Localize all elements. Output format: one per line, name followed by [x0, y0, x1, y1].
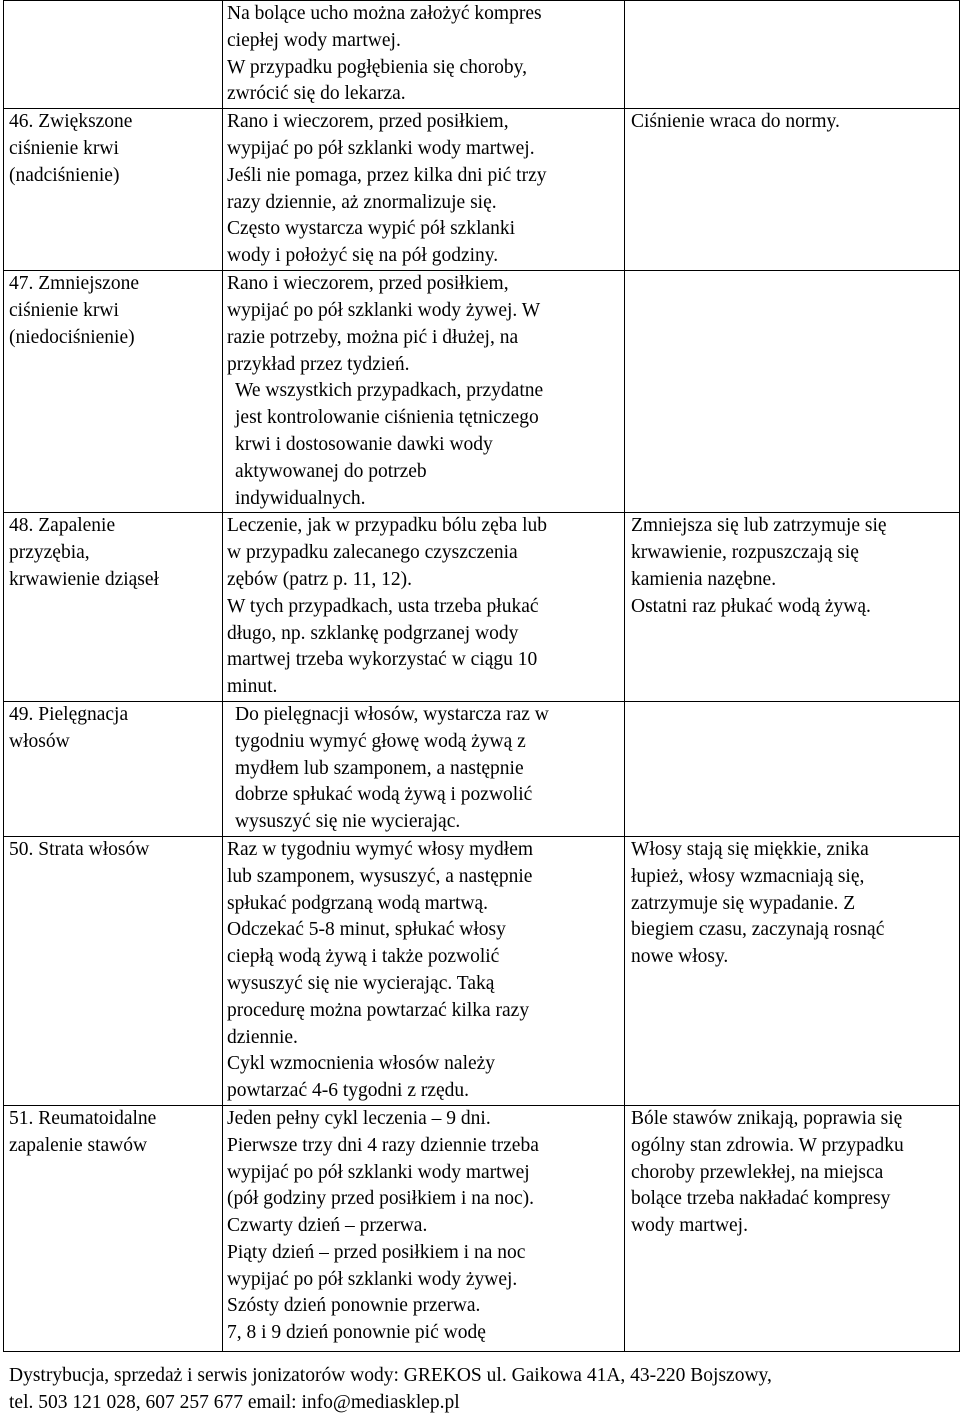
treatment-cell	[223, 109, 625, 271]
condition-text: 50. Strata włosów	[9, 838, 150, 860]
result-text: Włosy stają się miękkie, znika łupież, włosy wzmacniają się, zatrzymuje się wypadanie. Z biegiem czasu, zaczynają rosnąć nowe włosy.	[631, 838, 885, 968]
treatment-cell	[223, 1105, 625, 1351]
treatment-cell	[223, 1, 625, 109]
condition-text: 49. Pielęgnacja włosów	[9, 703, 129, 752]
condition-cell	[4, 109, 223, 271]
result-cell	[625, 513, 960, 702]
condition-text: 47. Zmniejszone ciśnienie krwi (niedociśnienie)	[9, 273, 139, 348]
treatment-table	[3, 0, 960, 1352]
treatment-cell	[223, 513, 625, 702]
treatment-text: Raz w tygodniu wymyć włosy mydłem lub szamponem, wysuszyć, a następnie spłukać podgrzaną wodą martwą. Odczekać 5-8 minut, spłukać włosy ciepłą wodą żywą i także pozwolić wysuszyć się nie wycierając. Taką procedurę można powtarzać kilka razy dziennie. Cykl wzmocnienia włosów należy powtarzać 4-6 tygodni z rzędu.	[227, 838, 534, 1102]
result-cell	[625, 271, 960, 513]
footer-contact: Dystrybucja, sprzedaż i serwis jonizatorów wody: GREKOS ul. Gaikowa 41A, 43-220 Bojszowy, tel. 503 121 028, 607 257 677 email: info@mediasklep.pl	[9, 1365, 772, 1413]
treatment-text: Na bolące ucho można założyć kompres ciepłej wody martwej. W przypadku pogłębienia się choroby, zwrócić się do lekarza.	[227, 3, 542, 105]
condition-cell	[4, 271, 223, 513]
treatment-text: Jeden pełny cykl leczenia – 9 dni. Pierwsze trzy dni 4 razy dziennie trzeba wypijać po pół szklanki wody martwej (pół godziny przed posiłkiem i na noc). Czwarty dzień – przerwa. Piąty dzień – przed posiłkiem i na noc wypijać po pół szklanki wody żywej. Szósty dzień ponownie przerwa. 7, 8 i 9 dzień ponownie pić wodę	[227, 1107, 539, 1344]
condition-cell	[4, 701, 223, 836]
treatment-cell	[223, 836, 625, 1105]
treatment-text: Rano i wieczorem, przed posiłkiem, wypijać po pół szklanki wody żywej. W razie potrzeby, można pić i dłużej, na przykład przez tydzień.	[227, 273, 541, 375]
condition-cell	[4, 1105, 223, 1351]
result-cell	[625, 701, 960, 836]
treatment-cell	[223, 701, 625, 836]
condition-text: 46. Zwiększone ciśnienie krwi (nadciśnienie)	[9, 111, 133, 186]
result-cell	[625, 109, 960, 271]
condition-text: 51. Reumatoidalne zapalenie stawów	[9, 1107, 157, 1156]
table-row	[4, 1105, 960, 1351]
condition-text: 48. Zapalenie przyzębia, krwawienie dziąseł	[9, 515, 159, 590]
result-text: Ciśnienie wraca do normy.	[631, 111, 840, 133]
table-row	[4, 1, 960, 109]
result-cell	[625, 836, 960, 1105]
condition-cell	[4, 513, 223, 702]
treatment-cell	[223, 271, 625, 513]
table-row	[4, 701, 960, 836]
table-row	[4, 836, 960, 1105]
condition-cell	[4, 1, 223, 109]
table-row	[4, 513, 960, 702]
table-row	[4, 109, 960, 271]
treatment-text: Do pielęgnacji włosów, wystarcza raz w tygodniu wymyć głowę wodą żywą z mydłem lub szamponem, a następnie dobrze spłukać wodą żywą i pozwolić wysuszyć się nie wycierając.	[235, 703, 549, 833]
treatment-text: Leczenie, jak w przypadku bólu zęba lub w przypadku zalecanego czyszczenia zębów (patrz p. 11, 12). W tych przypadkach, usta trzeba płukać długo, np. szklankę podgrzanej wody martwej trzeba wykorzystać w ciągu 10 minut.	[227, 515, 547, 698]
condition-cell	[4, 836, 223, 1105]
treatment-note: We wszystkich przypadkach, przydatne jest kontrolowanie ciśnienia tętniczego krwi i dostosowanie dawki wody aktywowanej do potrzeb indywidualnych.	[235, 380, 544, 509]
result-cell	[625, 1105, 960, 1351]
result-text: Bóle stawów znikają, poprawia się ogólny stan zdrowia. W przypadku choroby przewlekłej, na miejsca bolące trzeba nakładać kompresy wody martwej.	[631, 1107, 904, 1237]
table-row	[4, 271, 960, 513]
treatment-text: Rano i wieczorem, przed posiłkiem, wypijać po pół szklanki wody martwej. Jeśli nie pomaga, przez kilka dni pić trzy razy dziennie, aż znormalizuje się. Często wystarcza wypić pół szklanki wody i położyć się na pół godziny.	[227, 111, 547, 267]
result-text: Zmniejsza się lub zatrzymuje się krwawienie, rozpuszczają się kamienia nazębne. Ostatni raz płukać wodą żywą.	[631, 515, 887, 617]
result-cell	[625, 1, 960, 109]
